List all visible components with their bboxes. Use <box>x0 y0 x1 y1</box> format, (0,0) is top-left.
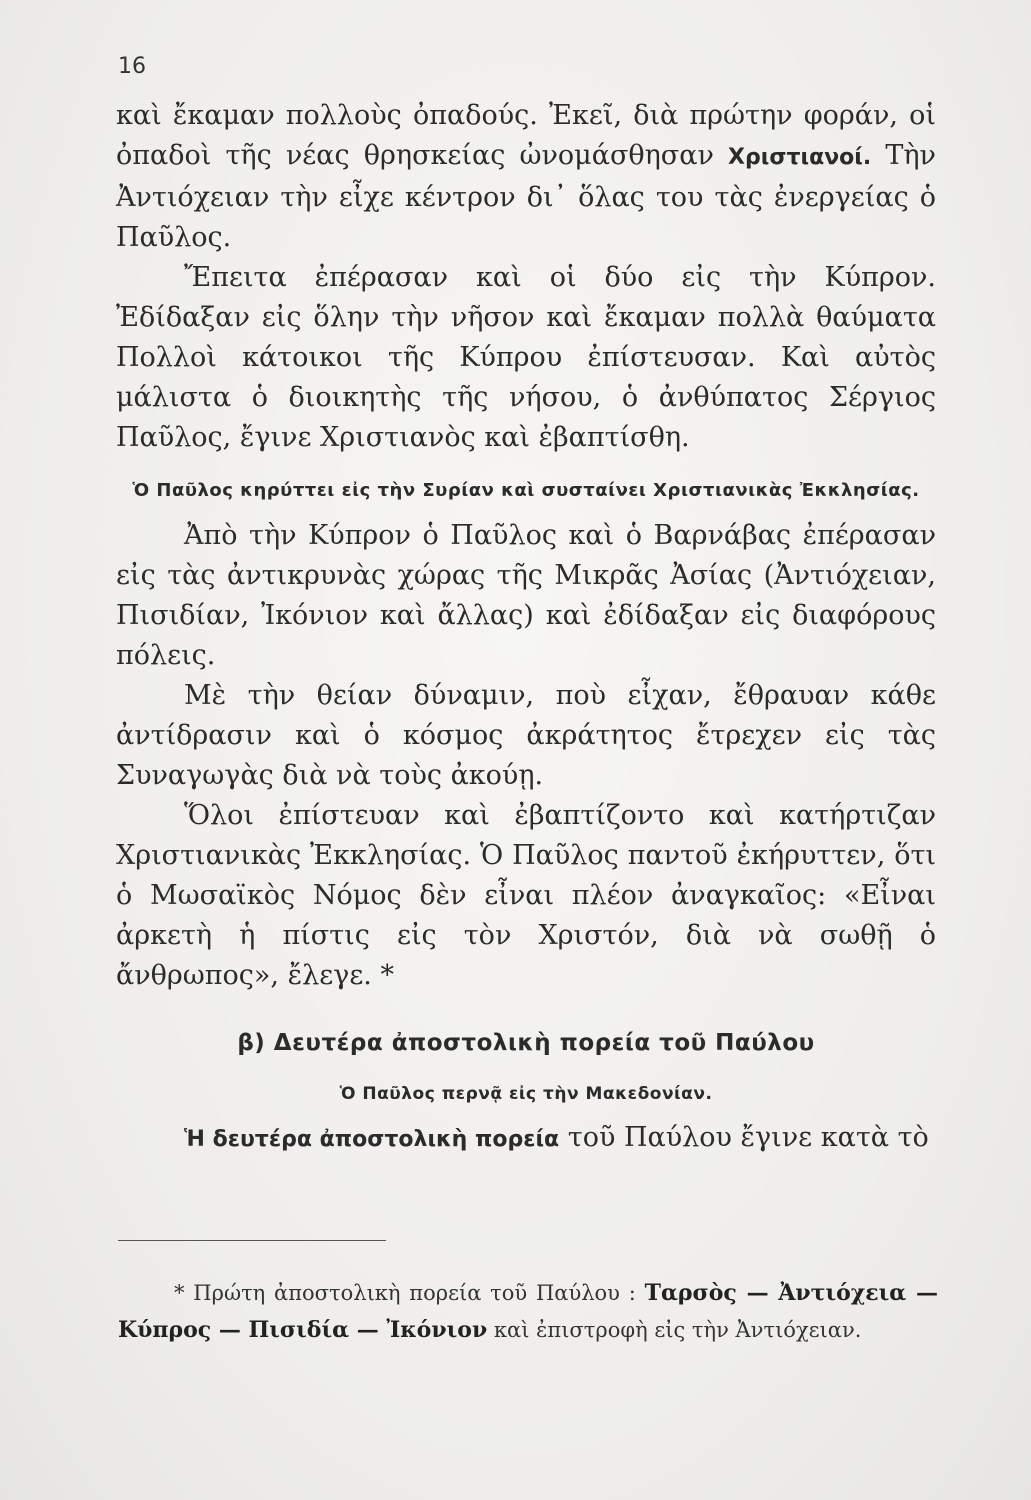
subheading-macedonia: Ὁ Παῦλος περνᾷ εἰς τὴν Μακεδονίαν. <box>339 1084 713 1104</box>
paragraph-6 <box>116 1118 936 1160</box>
paragraph-1-end: Τὴν Ἀντιόχειαν τὴν εἶχε κέντρον δι᾽ ὅλας του τὰς ἐνεργείας ὁ Παῦλος. <box>116 140 936 253</box>
subheading-syria: Ὁ Παῦλος κηρύττει εἰς τὴν Συρίαν καὶ συσταίνει Χριστιανικὰς Ἐκκλησίας. <box>132 480 920 501</box>
footnote-marker: * <box>174 1281 185 1305</box>
paragraph-3: Ἀπὸ τὴν Κύπρον ὁ Παῦλος καὶ ὁ Βαρνάβας ἐπέρασαν εἰς τὰς ἀντικρυνὰς χώρας τῆς Μικρᾶς Ἀσίας (Ἀντιόχειαν, Πισιδίαν, Ἰκόνιον καὶ ἄλλας) καὶ ἐδίδαξαν εἰς διαφόρους πόλεις. <box>116 520 936 671</box>
paragraph-1 <box>116 96 936 258</box>
paragraph-4: Μὲ τὴν θείαν δύναμιν, ποὺ εἶχαν, ἔθραυαν κάθε ἀντίδρασιν καὶ ὁ κόσμος ἀκράτητος ἔτρεχεν εἰς τὰς Συναγωγὰς διὰ νὰ τοὺς ἀκούῃ. <box>116 680 936 791</box>
second-journey-term: Ἡ δευτέρα ἀποστολικὴ πορεία <box>184 1127 560 1152</box>
christians-term: Χριστιανοί. <box>728 145 872 170</box>
paragraph-1-text: καὶ ἔκαμαν πολλοὺς ὀπαδούς. Ἐκεῖ, διὰ πρώτην φοράν, οἱ ὀπαδοὶ τῆς νέας θρησκείας ὠνομάσθησαν <box>116 100 936 171</box>
footnote-divider <box>118 1240 386 1241</box>
page-number: 16 <box>118 54 146 79</box>
footnote-route: Ταρσὸς — Ἀντιόχεια — Κύπρος — Πισιδία — Ἰκόνιον <box>118 1280 938 1343</box>
footnote-end: καὶ ἐπιστροφὴ εἰς τὴν Ἀντιόχειαν. <box>493 1318 862 1342</box>
page-body <box>116 96 936 1160</box>
footnote <box>118 1275 938 1349</box>
paragraph-6-end: τοῦ Παύλου ἔγινε κατὰ τὸ <box>567 1122 929 1153</box>
footnote-intro: Πρώτη ἀποστολικὴ πορεία τοῦ Παύλου : <box>193 1281 636 1305</box>
paragraph-5: Ὅλοι ἐπίστευαν καὶ ἐβαπτίζοντο καὶ κατήρτιζαν Χριστιανικὰς Ἐκκλησίας. Ὁ Παῦλος παντοῦ ἐκήρυττεν, ὅτι ὁ Μωσαϊκὸς Νόμος δὲν εἶναι πλέον ἀναγκαῖος: «Εἶναι ἀρκετὴ ἡ πίστις εἰς τὸν Χριστόν, διὰ νὰ σωθῇ ὁ ἄνθρωπος», ἔλεγε. * <box>116 800 936 991</box>
section-heading-second-journey: β) Δευτέρα ἀποστολικὴ πορεία τοῦ Παύλου <box>237 1030 815 1056</box>
paragraph-2: Ἔπειτα ἐπέρασαν καὶ οἱ δύο εἰς τὴν Κύπρον. Ἐδίδαξαν εἰς ὅλην τὴν νῆσον καὶ ἔκαμαν πολλὰ θαύματα Πολλοὶ κάτοικοι τῆς Κύπρου ἐπίστευσαν. Καὶ αὐτὸς μάλιστα ὁ διοικητὴς τῆς νήσου, ὁ ἀνθύπατος Σέργιος Παῦλος, ἔγινε Χριστιανὸς καὶ ἐβαπτίσθη. <box>116 262 936 453</box>
